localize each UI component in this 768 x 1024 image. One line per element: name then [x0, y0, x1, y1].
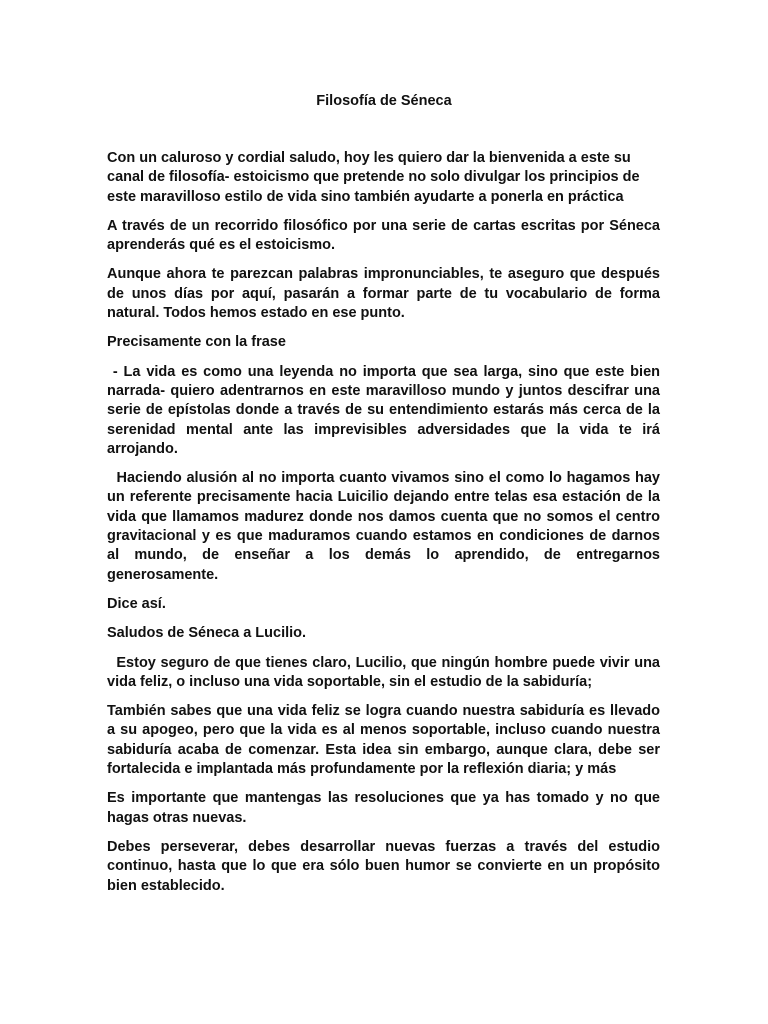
paragraph-greeting: Saludos de Séneca a Lucilio.: [107, 625, 307, 642]
paragraph-maturity: Haciendo alusión al no importa cuanto vivamos sino el como lo hagamos hay un referente precisamente hacia Luicilio dejando entre telas esa estación de la vida que llamamos madurez donde nos damos cuenta que no somos el centro gravitacional y es que maduramos cuando estamos en condiciones de darnos al mundo, de enseñar a los demás lo aprendido, de entregarnos generosamente.: [107, 470, 665, 583]
paragraph-persevere: Debes perseverar, debes desarrollar nuevas fuerzas a través del estudio continuo, hasta que lo que era sólo buen humor se convierte en un propósito bien establecido.: [107, 838, 665, 894]
paragraph-vocabulary: Aunque ahora te parezcan palabras impronunciables, te aseguro que después de unos días por aquí, pasarán a formar parte de tu vocabulario de forma natural. Todos hemos estado en ese punto.: [107, 266, 665, 322]
paragraph-life-legend: - La vida es como una leyenda no importa que sea larga, sino que este bien narrada- quiero adentrarnos en este maravilloso mundo y juntos descifrar una serie de epístolas donde a través de su entendimiento estarás más cerca de la serenidad mental ante las imprevisibles adversidades que la vida te irá arrojando.: [107, 363, 665, 457]
paragraph-letters-intro: A través de un recorrido filosófico por una serie de cartas escritas por Séneca aprenderás qué es el estoicismo.: [107, 217, 665, 254]
paragraph-wisdom-study: Estoy seguro de que tienes claro, Lucilio, que ningún hombre puede vivir una vida feliz, o incluso una vida soportable, sin el estudio de la sabiduría;: [107, 654, 665, 690]
paragraph-dice-asi: Dice así.: [107, 595, 166, 612]
paragraph-welcome: Con un caluroso y cordial saludo, hoy les quiero dar la bienvenida a este su canal de filosofía- estoicismo que pretende no solo divulgar los principios de este maravilloso estilo de vida sino también ayudarte a ponerla en práctica: [107, 150, 644, 205]
paragraph-phrase-intro: Precisamente con la frase: [107, 334, 286, 351]
paragraph-resolutions: Es importante que mantengas las resoluciones que ya has tomado y no que hagas otras nuevas.: [107, 790, 665, 826]
document-title: Filosofía de Séneca: [316, 93, 452, 109]
paragraph-happy-life: También sabes que una vida feliz se logra cuando nuestra sabiduría es llevado a su apogeo, pero que la vida es al menos soportable, incluso cuando nuestra sabiduría acaba de comenzar. Esta idea sin embargo, aunque clara, debe ser fortalecida e implantada más profundamente por la reflexión diaria; y más: [107, 703, 665, 778]
document-body: [107, 149, 665, 906]
